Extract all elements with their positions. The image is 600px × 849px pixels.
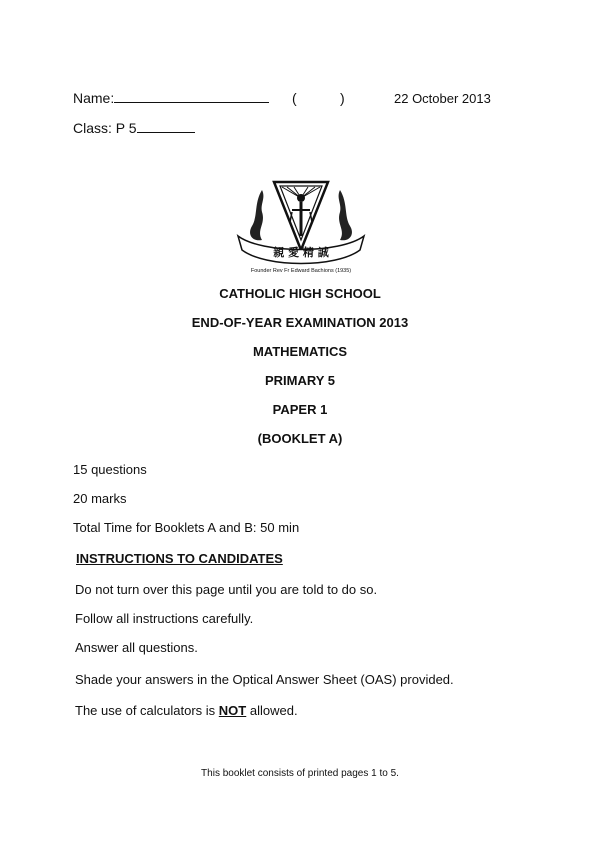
register-paren-close: ) <box>340 90 345 106</box>
name-line <box>73 90 269 106</box>
instruction-item: Do not turn over this page until you are told to do so. <box>75 582 378 597</box>
crest-banner-text: Founder Rev Fr Edward Bachions (1935) <box>250 268 352 274</box>
school-name: CATHOLIC HIGH SCHOOL <box>219 286 381 301</box>
subject-title: MATHEMATICS <box>252 344 348 359</box>
instruction-item: Answer all questions. <box>75 640 198 655</box>
calc-text-after: allowed. <box>246 703 298 718</box>
exam-date: 22 October 2013 <box>394 91 491 106</box>
question-count: 15 questions <box>73 462 147 477</box>
instructions-heading: INSTRUCTIONS TO CANDIDATES <box>76 551 283 566</box>
instruction-item: Shade your answers in the Optical Answer Sheet (OAS) provided. <box>75 672 454 687</box>
register-paren-open: ( <box>292 90 297 106</box>
class-blank[interactable] <box>137 120 195 133</box>
total-time: Total Time for Booklets A and B: 50 min <box>73 520 300 535</box>
school-crest-logo <box>232 178 370 278</box>
calc-text-before: The use of calculators is <box>75 703 219 718</box>
name-label: Name: <box>73 90 115 106</box>
calc-not-emphasis: NOT <box>218 703 247 718</box>
level-title: PRIMARY 5 <box>264 373 336 388</box>
exam-title: END-OF-YEAR EXAMINATION 2013 <box>191 315 409 330</box>
class-line <box>73 120 195 136</box>
class-label: Class: P 5 <box>73 120 137 136</box>
name-blank[interactable] <box>114 90 269 103</box>
total-marks: 20 marks <box>73 491 127 506</box>
calculator-instruction <box>75 703 298 718</box>
crest-motto: 親 愛 精 誠 <box>273 246 329 259</box>
page-count-footer: This booklet consists of printed pages 1 to 5. <box>201 768 399 779</box>
instruction-item: Follow all instructions carefully. <box>75 611 254 626</box>
booklet-title: (BOOKLET A) <box>257 431 343 446</box>
paper-title: PAPER 1 <box>272 402 328 417</box>
